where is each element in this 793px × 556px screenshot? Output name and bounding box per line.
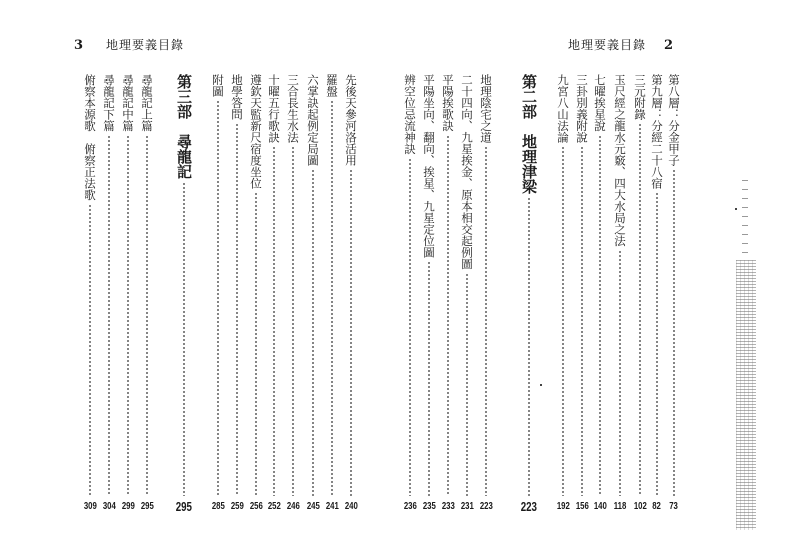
toc-entry[interactable] [649, 74, 665, 514]
toc-entry[interactable] [324, 74, 340, 514]
toc-entry[interactable] [459, 74, 475, 514]
dot-leader [127, 135, 129, 497]
toc-entry-page: 235 [422, 501, 436, 512]
dot-leader [673, 169, 675, 496]
dot-leader [528, 197, 530, 496]
dot-leader [639, 123, 641, 496]
toc-entry-page: 285 [211, 501, 225, 512]
toc-entry[interactable] [666, 74, 682, 514]
toc-entry-title: 地學答問 [230, 74, 244, 120]
scan-edge-artifact [736, 260, 756, 530]
toc-entry[interactable] [478, 74, 494, 514]
toc-entry[interactable] [555, 74, 571, 514]
toc-entry-title: 九宮八山法論 [556, 74, 570, 143]
toc-entry[interactable] [421, 74, 437, 514]
toc-entry-page: 102 [633, 501, 647, 512]
toc-entry-title: 羅盤 [325, 74, 339, 97]
toc-entry-title: 平陽挨歌訣 [441, 74, 455, 132]
part-heading[interactable] [172, 74, 196, 514]
dot-leader [466, 273, 468, 497]
dot-leader [108, 135, 110, 497]
toc-entry-title: 平陽坐向、翻向、挨星、九星定位圖 [422, 74, 436, 258]
dot-leader [656, 192, 658, 496]
dot-leader [146, 135, 148, 497]
dot-leader [89, 204, 91, 497]
dot-leader [485, 146, 487, 496]
dot-leader [619, 250, 621, 497]
toc-entry-page: 223 [479, 501, 493, 512]
part-heading-page: 223 [520, 499, 538, 514]
dot-leader [292, 146, 294, 496]
toc-entry-title: 第八層：分金甲子 [667, 74, 681, 166]
toc-entry-title: 三元附錄 [633, 74, 647, 120]
toc-entry-title: 遵欽天監新尺宿度坐位 [249, 74, 263, 189]
left-page-header [74, 36, 184, 53]
toc-entry-page: 82 [652, 501, 662, 512]
toc-entry-title: 尋龍記上篇 [140, 74, 154, 132]
toc-entry-page: 299 [121, 501, 135, 512]
toc-entry-page: 156 [575, 501, 589, 512]
dot-leader [447, 135, 449, 497]
dot-leader [428, 261, 430, 496]
toc-entry-page: 309 [83, 501, 97, 512]
scan-speck [735, 208, 737, 210]
dot-leader [350, 169, 352, 496]
toc-entry-page: 256 [249, 501, 263, 512]
toc-entry[interactable] [266, 74, 282, 514]
toc-entry-page: 140 [593, 501, 607, 512]
toc-entry-page: 245 [306, 501, 320, 512]
dot-leader [409, 158, 411, 497]
scan-speck [540, 384, 542, 386]
part-heading-title: 第二部 地理津梁 [520, 74, 538, 194]
part-heading-page: 295 [175, 499, 193, 514]
toc-entry-title: 辨空位忌流神訣 [403, 74, 417, 155]
part-heading[interactable] [517, 74, 541, 514]
dot-leader [581, 146, 583, 496]
toc-entry-title: 地理陰宅之道 [479, 74, 493, 143]
toc-entry-title: 三卦別義附說 [575, 74, 589, 143]
right-header-title: 地理要義目錄 [568, 38, 647, 52]
toc-entry-page: 233 [441, 501, 455, 512]
toc-entry[interactable] [574, 74, 590, 514]
toc-entry-title: 先後天參河洛活用 [344, 74, 358, 166]
dot-leader [312, 169, 314, 496]
toc-entry-page: 240 [344, 501, 358, 512]
toc-entry[interactable] [139, 74, 155, 514]
toc-entry-page: 246 [286, 501, 300, 512]
dot-leader [217, 100, 219, 496]
dot-leader [273, 146, 275, 496]
toc-entry[interactable] [229, 74, 245, 514]
toc-entry-page: 295 [140, 501, 154, 512]
toc-entry-page: 192 [556, 501, 570, 512]
toc-entry-title: 尋龍記下篇 [102, 74, 116, 132]
right-page-number: 2 [664, 38, 675, 53]
toc-entry-page: 118 [613, 501, 627, 512]
toc-entry[interactable] [440, 74, 456, 514]
dot-leader [183, 182, 185, 496]
toc-entry-title: 二十四向、九星挨金、原本相交起例圖 [460, 74, 474, 270]
dot-leader [562, 146, 564, 496]
toc-entry[interactable] [402, 74, 418, 514]
toc-entry-title: 十曜五行歌訣 [267, 74, 281, 143]
toc-entry[interactable] [101, 74, 117, 514]
toc-entry-title: 第九層：分經二十八宿 [650, 74, 664, 189]
right-page-header [568, 36, 674, 53]
toc-entry-page: 236 [403, 501, 417, 512]
toc-entry[interactable] [632, 74, 648, 514]
dot-leader [236, 123, 238, 496]
toc-entry-page: 73 [669, 501, 679, 512]
dot-leader [599, 135, 601, 497]
left-page-number: 3 [74, 38, 85, 53]
toc-entry[interactable] [120, 74, 136, 514]
dot-leader [331, 100, 333, 496]
toc-entry[interactable] [305, 74, 321, 514]
scan-edge-artifact [742, 180, 748, 260]
toc-entry-title: 三合長生水法 [286, 74, 300, 143]
toc-entry-page: 241 [325, 501, 339, 512]
toc-entry-title: 七曜挨星說 [593, 74, 607, 132]
toc-entry-page: 231 [460, 501, 474, 512]
toc-entry-title: 六掌訣起例定局圖 [306, 74, 320, 166]
toc-entry[interactable] [285, 74, 301, 514]
toc-entry-title: 尋龍記中篇 [121, 74, 135, 132]
toc-entry-title: 俯察本源歌 俯察正法歌 [83, 74, 97, 201]
toc-entry-page: 252 [267, 501, 281, 512]
dot-leader [255, 192, 257, 496]
toc-entry[interactable] [592, 74, 608, 514]
toc-entry-title: 玉尺經之龍水元竅、四大水局之法 [613, 74, 627, 247]
toc-entry[interactable] [82, 74, 98, 514]
toc-entry-page: 259 [230, 501, 244, 512]
left-header-title: 地理要義目錄 [106, 38, 185, 52]
part-heading-title: 第三部 尋龍記 [175, 74, 193, 179]
toc-entry[interactable] [248, 74, 264, 514]
toc-entry[interactable] [210, 74, 226, 514]
toc-entry[interactable] [343, 74, 359, 514]
toc-entry[interactable] [612, 74, 628, 514]
toc-entry-page: 304 [102, 501, 116, 512]
toc-entry-title: 附圖 [211, 74, 225, 97]
